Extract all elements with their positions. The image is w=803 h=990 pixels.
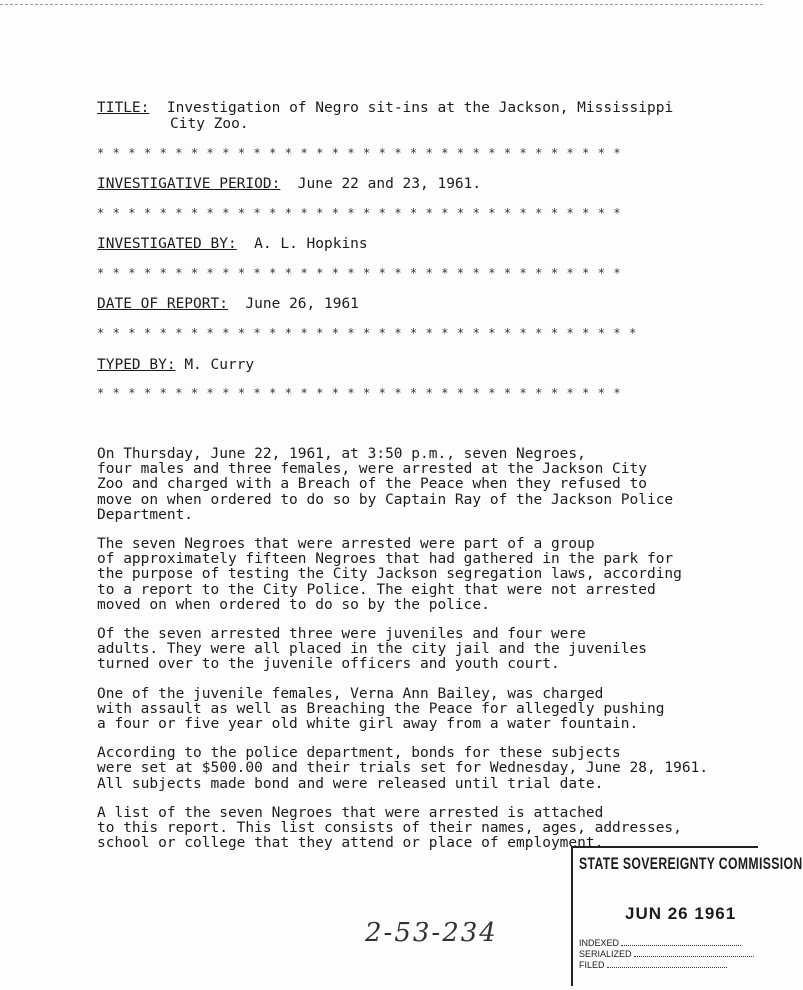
- top-border-line: [0, 4, 763, 5]
- investigator-field: [97, 236, 368, 252]
- period-value: June 22 and 23, 1961.: [297, 176, 482, 192]
- investigator-value: A. L. Hopkins: [254, 236, 368, 252]
- title-label: TITLE:: [97, 100, 150, 116]
- separator: * * * * * * * * * * * * * * * * * * * * * * * * * * * * * * * * * * *: [97, 326, 637, 340]
- stamp-line: [579, 949, 754, 959]
- paragraph: On Thursday, June 22, 1961, at 3:50 p.m., seven Negroes, four males and three females, were arrested at the Jackson City Zoo and charged with a Breach of the Peace when they refused to move on when ordered to do so by Captain Ray of the Jackson Police Department.: [97, 446, 674, 523]
- received-stamp: [571, 846, 803, 986]
- title-line-2: City Zoo.: [170, 116, 249, 132]
- paragraph: A list of the seven Negroes that were arrested is attached to this report. This list consists of their names, ages, addresses, school or college that they attend or place of employment.: [97, 804, 682, 852]
- paragraph: One of the juvenile females, Verna Ann Bailey, was charged with assault as well as Breaching the Peace for allegedly pushing a four or five year old white girl away from a water fountain.: [97, 685, 665, 733]
- stamp-line: [579, 960, 727, 970]
- period-label: INVESTIGATIVE PERIOD:: [97, 176, 281, 192]
- report-body: [97, 447, 727, 865]
- typed-value: M. Curry: [184, 357, 255, 373]
- title-line-1: Investigation of Negro sit-ins at the Jackson, Mississippi: [166, 100, 674, 116]
- period-field: [97, 176, 481, 192]
- paragraph: The seven Negroes that were arrested were part of a group of approximately fifteen Negroes that had gathered in the park for the purpose of testing the City Jackson segregation laws, according to a report to the City Police. The eight that were not arrested moved on when ordered to do so by the police.: [97, 536, 682, 613]
- paragraph: Of the seven arrested three were juveniles and four were adults. They were all placed in the city jail and the juveniles turned over to the juvenile officers and youth court.: [97, 626, 647, 673]
- stamp-line-label: FILED: [579, 960, 605, 970]
- separator: * * * * * * * * * * * * * * * * * * * * * * * * * * * * * * * * * *: [97, 266, 622, 280]
- title-field: [97, 100, 673, 116]
- date-field: [97, 296, 359, 312]
- stamp-title: STATE SOVEREIGNTY COMMISSION: [579, 854, 803, 873]
- typed-by-field: [97, 357, 254, 373]
- date-label: DATE OF REPORT:: [97, 296, 228, 312]
- stamp-date: JUN 26 1961: [625, 904, 737, 923]
- separator: * * * * * * * * * * * * * * * * * * * * * * * * * * * * * * * * * *: [97, 386, 622, 400]
- separator: * * * * * * * * * * * * * * * * * * * * * * * * * * * * * * * * * *: [97, 146, 622, 160]
- date-value: June 26, 1961: [245, 296, 359, 312]
- handwritten-file-number: 2-53-234: [365, 918, 498, 948]
- typed-label: TYPED BY:: [97, 357, 176, 373]
- stamp-line-label: SERIALIZED: [579, 949, 632, 959]
- stamp-line: [579, 938, 741, 948]
- investigator-label: INVESTIGATED BY:: [97, 236, 237, 252]
- separator: * * * * * * * * * * * * * * * * * * * * * * * * * * * * * * * * * *: [97, 206, 622, 220]
- stamp-line-label: INDEXED: [579, 938, 620, 948]
- paragraph: According to the police department, bonds for these subjects were set at $500.00 and their trials set for Wednesday, June 28, 1961. All subjects made bond and were released until trial date.: [97, 745, 709, 792]
